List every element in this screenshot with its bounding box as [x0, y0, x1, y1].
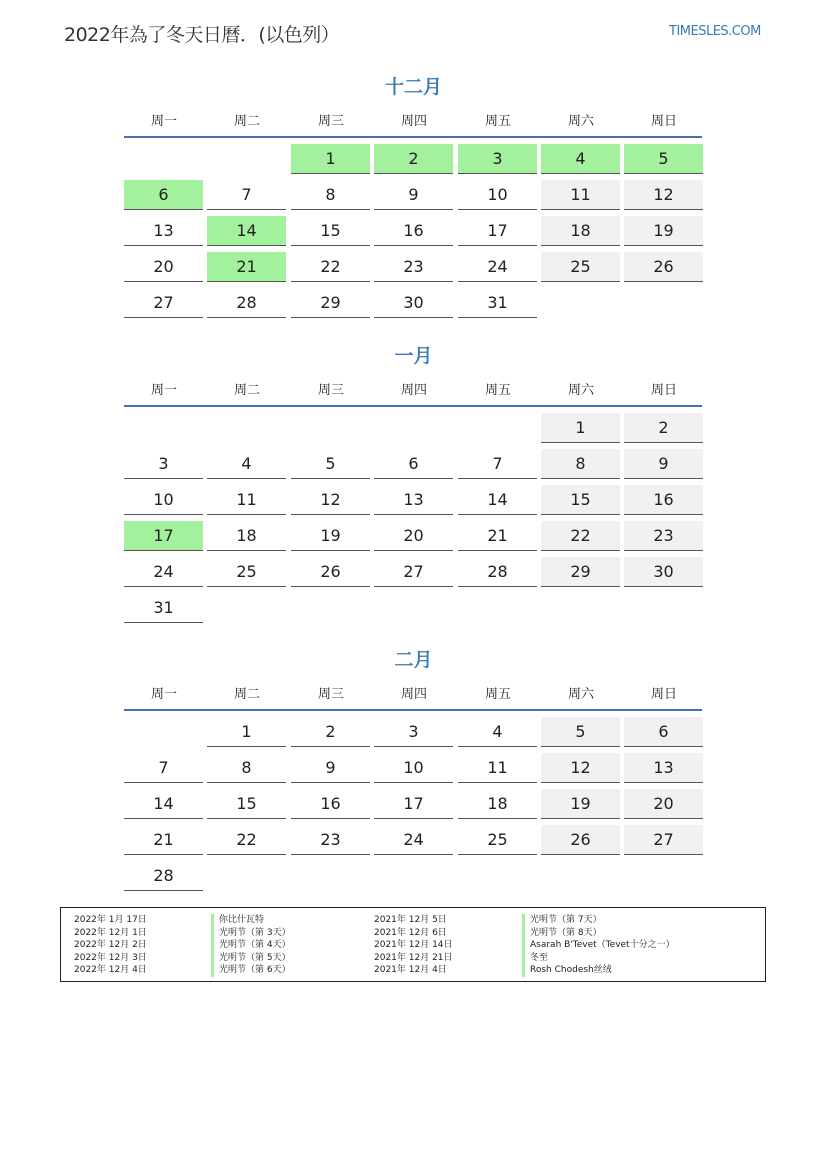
day-cell[interactable]: 9 — [624, 449, 703, 479]
day-cell[interactable]: 9 — [374, 180, 453, 210]
weekday-label: 周二 — [233, 383, 260, 398]
legend-date: 2022年 12月 3日 — [74, 952, 147, 963]
weekday-label: 周日 — [650, 687, 677, 702]
weekday-label: 周一 — [150, 114, 177, 129]
day-cell[interactable]: 3 — [458, 144, 537, 174]
day-cell[interactable]: 8 — [541, 449, 620, 479]
day-cell[interactable]: 16 — [624, 485, 703, 515]
day-cell[interactable]: 23 — [291, 825, 370, 855]
day-cell[interactable]: 8 — [291, 180, 370, 210]
weekday-label: 周六 — [567, 687, 594, 702]
legend-holiday: Asarah B'Tevet（Tevet十分之一） — [522, 939, 675, 952]
legend-date: 2021年 12月 14日 — [374, 940, 453, 950]
day-cell[interactable]: 10 — [124, 485, 203, 515]
day-cell[interactable]: 1 — [291, 144, 370, 174]
day-cell[interactable]: 22 — [541, 521, 620, 551]
day-cell[interactable]: 13 — [374, 485, 453, 515]
day-cell[interactable]: 20 — [374, 521, 453, 551]
legend-right-dates — [374, 914, 453, 977]
legend-holiday: 光明节（第 6天） — [211, 964, 291, 977]
day-cell[interactable]: 19 — [541, 789, 620, 819]
day-cell[interactable]: 22 — [207, 825, 286, 855]
weekday-label: 周四 — [400, 687, 427, 702]
weekday-label: 周三 — [317, 383, 344, 398]
day-cell[interactable]: 7 — [207, 180, 286, 210]
day-cell[interactable]: 14 — [458, 485, 537, 515]
legend-date: 2021年 12月 21日 — [374, 952, 453, 963]
weekday-label: 周三 — [317, 687, 344, 702]
header-rule — [124, 709, 702, 711]
header-rule — [124, 136, 702, 138]
day-cell[interactable]: 14 — [124, 789, 203, 819]
day-cell[interactable]: 18 — [458, 789, 537, 819]
day-cell[interactable]: 29 — [291, 288, 370, 318]
day-cell[interactable]: 28 — [124, 861, 203, 891]
weekday-label: 周四 — [400, 114, 427, 129]
day-cell[interactable]: 5 — [291, 449, 370, 479]
day-cell[interactable]: 27 — [374, 557, 453, 587]
legend-left-names — [211, 914, 291, 977]
month-title: 一月 — [394, 345, 433, 367]
day-cell[interactable]: 16 — [374, 216, 453, 246]
weekday-label: 周五 — [484, 687, 511, 702]
legend-holiday: 光明节（第 5天） — [211, 952, 291, 965]
day-cell[interactable]: 5 — [624, 144, 703, 174]
day-cell[interactable]: 4 — [541, 144, 620, 174]
legend-date: 2022年 12月 1日 — [74, 927, 147, 938]
legend-holiday: 你比什瓦特 — [211, 914, 291, 927]
day-cell[interactable]: 30 — [624, 557, 703, 587]
day-cell[interactable]: 18 — [207, 521, 286, 551]
legend-holiday: 光明节（第 7天） — [522, 914, 675, 927]
weekday-label: 周一 — [150, 687, 177, 702]
day-cell[interactable]: 19 — [291, 521, 370, 551]
day-cell[interactable]: 2 — [374, 144, 453, 174]
legend-date: 2022年 12月 2日 — [74, 940, 147, 950]
day-cell[interactable]: 5 — [541, 717, 620, 747]
day-cell[interactable]: 22 — [291, 252, 370, 282]
day-cell[interactable]: 31 — [124, 593, 203, 623]
day-cell[interactable]: 19 — [624, 216, 703, 246]
day-cell[interactable]: 28 — [207, 288, 286, 318]
day-cell[interactable]: 11 — [541, 180, 620, 210]
day-cell[interactable]: 11 — [207, 485, 286, 515]
day-cell[interactable]: 2 — [291, 717, 370, 747]
weekday-label: 周一 — [150, 383, 177, 398]
legend-date: 2021年 12月 4日 — [374, 965, 447, 975]
day-cell[interactable]: 21 — [124, 825, 203, 855]
day-cell[interactable]: 7 — [458, 449, 537, 479]
page-title: 2022年為了冬天日曆．(以色列） — [64, 24, 340, 46]
day-cell[interactable]: 10 — [374, 753, 453, 783]
legend-left-dates — [74, 914, 147, 977]
day-cell[interactable]: 26 — [291, 557, 370, 587]
day-cell[interactable]: 27 — [624, 825, 703, 855]
day-cell[interactable]: 12 — [541, 753, 620, 783]
day-cell[interactable]: 25 — [207, 557, 286, 587]
legend-holiday: Rosh Chodesh丝绒 — [522, 964, 675, 977]
day-cell[interactable]: 27 — [124, 288, 203, 318]
day-cell[interactable]: 9 — [291, 753, 370, 783]
day-cell[interactable]: 25 — [541, 252, 620, 282]
weekday-label: 周二 — [233, 687, 260, 702]
day-cell[interactable]: 4 — [458, 717, 537, 747]
day-cell[interactable]: 26 — [624, 252, 703, 282]
day-cell[interactable]: 24 — [458, 252, 537, 282]
day-cell[interactable]: 20 — [624, 789, 703, 819]
legend-date: 2022年 1月 17日 — [74, 915, 147, 925]
day-cell[interactable]: 6 — [124, 180, 203, 210]
day-cell[interactable]: 10 — [458, 180, 537, 210]
day-cell[interactable]: 1 — [207, 717, 286, 747]
day-cell[interactable]: 12 — [291, 485, 370, 515]
day-cell[interactable]: 26 — [541, 825, 620, 855]
day-cell[interactable]: 2 — [624, 413, 703, 443]
day-cell[interactable]: 29 — [541, 557, 620, 587]
day-cell[interactable]: 15 — [541, 485, 620, 515]
legend-right-names — [522, 914, 675, 977]
legend-holiday: 光明节（第 8天） — [522, 927, 675, 940]
weekday-label: 周二 — [233, 114, 260, 129]
day-cell[interactable]: 13 — [124, 216, 203, 246]
day-cell[interactable]: 21 — [458, 521, 537, 551]
legend-date: 2022年 12月 4日 — [74, 965, 147, 975]
day-cell[interactable]: 23 — [624, 521, 703, 551]
day-cell[interactable]: 3 — [124, 449, 203, 479]
legend-holiday: 光明节（第 3天） — [211, 927, 291, 940]
day-cell[interactable]: 8 — [207, 753, 286, 783]
legend-holiday: 冬至 — [522, 952, 675, 965]
day-cell[interactable]: 28 — [458, 557, 537, 587]
legend-date: 2021年 12月 5日 — [374, 915, 447, 925]
day-cell[interactable]: 13 — [624, 753, 703, 783]
site-link[interactable]: TIMESLES.COM — [669, 24, 761, 39]
day-cell[interactable]: 16 — [291, 789, 370, 819]
legend-date: 2021年 12月 6日 — [374, 927, 447, 938]
day-cell[interactable]: 11 — [458, 753, 537, 783]
day-cell[interactable]: 23 — [374, 252, 453, 282]
day-cell[interactable]: 17 — [124, 521, 203, 551]
day-cell[interactable]: 12 — [624, 180, 703, 210]
day-cell[interactable]: 20 — [124, 252, 203, 282]
month-title: 十二月 — [384, 76, 442, 98]
day-cell[interactable]: 24 — [374, 825, 453, 855]
weekday-label: 周日 — [650, 383, 677, 398]
header-rule — [124, 405, 702, 407]
weekday-label: 周四 — [400, 383, 427, 398]
weekday-label: 周五 — [484, 383, 511, 398]
day-cell[interactable]: 14 — [207, 216, 286, 246]
day-cell[interactable]: 3 — [374, 717, 453, 747]
day-cell[interactable]: 7 — [124, 753, 203, 783]
holiday-legend — [60, 907, 766, 982]
day-cell[interactable]: 15 — [291, 216, 370, 246]
day-cell[interactable]: 6 — [624, 717, 703, 747]
day-cell[interactable]: 1 — [541, 413, 620, 443]
day-cell[interactable]: 4 — [207, 449, 286, 479]
weekday-label: 周五 — [484, 114, 511, 129]
day-cell[interactable]: 17 — [374, 789, 453, 819]
day-cell[interactable]: 21 — [207, 252, 286, 282]
day-cell[interactable]: 15 — [207, 789, 286, 819]
day-cell[interactable]: 25 — [458, 825, 537, 855]
day-cell[interactable]: 6 — [374, 449, 453, 479]
day-cell[interactable]: 30 — [374, 288, 453, 318]
weekday-label: 周三 — [317, 114, 344, 129]
weekday-label: 周六 — [567, 114, 594, 129]
month-title: 二月 — [394, 649, 433, 671]
weekday-label: 周日 — [650, 114, 677, 129]
weekday-label: 周六 — [567, 383, 594, 398]
day-cell[interactable]: 18 — [541, 216, 620, 246]
day-cell[interactable]: 31 — [458, 288, 537, 318]
day-cell[interactable]: 24 — [124, 557, 203, 587]
legend-holiday: 光明节（第 4天） — [211, 939, 291, 952]
day-cell[interactable]: 17 — [458, 216, 537, 246]
